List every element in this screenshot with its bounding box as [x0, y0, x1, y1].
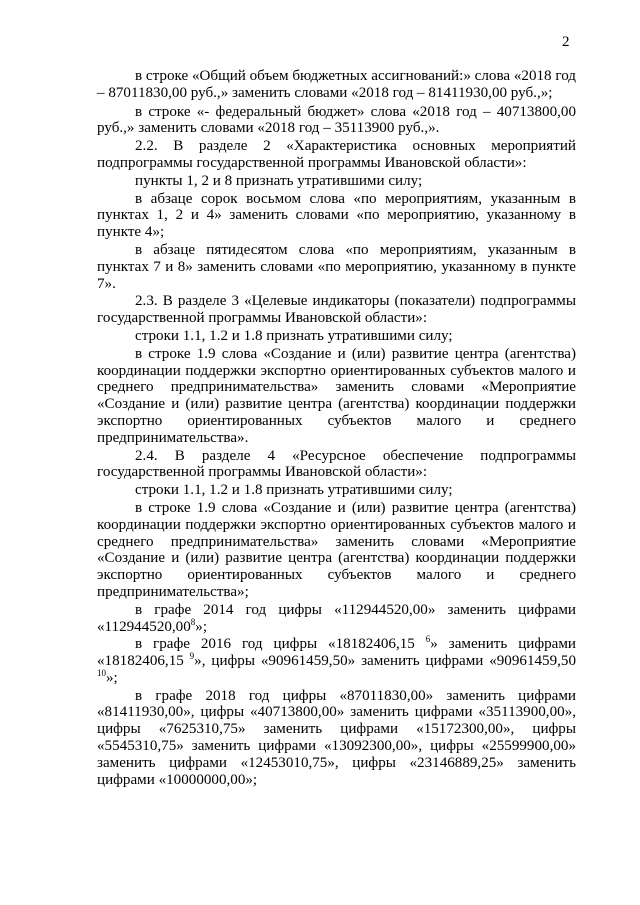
paragraph-8: строки 1.1, 1.2 и 1.8 признать утратившими силу; [135, 327, 453, 344]
footnote-mark-9: 9 [189, 651, 195, 662]
paragraph-14-text-d: »; [106, 669, 118, 686]
paragraph-3: 2.2. В разделе 2 «Характеристика основных мероприятий подпрограммы государственной программы Ивановской области»: [97, 138, 576, 171]
page-number: 2 [562, 34, 570, 50]
paragraph-13-text-a: в графе 2014 год цифры «112944520,00» заменить цифрами «112944520,00 [97, 601, 576, 635]
paragraph-14-text-b: » заменить цифрами «18182406,15 [97, 636, 577, 670]
paragraph-1: в строке «Общий объем бюджетных ассигнований:» слова «2018 год – 87011830,00 руб.,» заменить словами «2018 год – 81411930,00 руб.,»; [97, 68, 576, 101]
paragraph-2: в строке «- федеральный бюджет» слова «2018 год – 40713800,00 руб.,» заменить словами «2018 год – 35113900 руб.,». [97, 103, 576, 137]
paragraph-14 [97, 636, 576, 686]
footnote-mark-8: 8 [190, 616, 196, 627]
paragraph-11: строки 1.1, 1.2 и 1.8 признать утратившими силу; [135, 482, 453, 499]
paragraph-4: пункты 1, 2 и 8 признать утратившими силу; [135, 172, 423, 189]
document-body [97, 68, 576, 788]
paragraph-10: 2.4. В разделе 4 «Ресурсное обеспечение подпрограммы государственной программы Ивановской области»: [97, 447, 576, 481]
paragraph-13-text-b: »; [195, 618, 208, 635]
footnote-mark-10: 10 [97, 667, 106, 678]
paragraph-12: в строке 1.9 слова «Создание и (или) развитие центра (агентства) координации поддержки экспортно ориентированных субъектов малого и среднего предпринимательства» заменить словами «Мероприятие «Создание и (или) развитие центра (агентства) координации поддержки экспортно ориентированных субъектов малого и среднего предпринимательства»; [97, 499, 576, 600]
paragraph-15: в графе 2018 год цифры «87011830,00» заменить цифрами «81411930,00», цифры «40713800,00» заменить цифрами «35113900,00», цифры «7625310,75» заменить цифрами «15172300,00», цифры «5545310,75» заменить цифрами «13092300,00», цифры «25599900,00» заменить цифрами «12453010,75», цифры «23146889,25» заменить цифрами «10000000,00»; [97, 687, 576, 788]
paragraph-13 [97, 602, 576, 636]
paragraph-6: в абзаце пятидесятом слова «по мероприятиям, указанным в пунктах 7 и 8» заменить словами «по мероприятию, указанному в пункте 7». [97, 241, 576, 292]
paragraph-5: в абзаце сорок восьмом слова «по мероприятиям, указанным в пунктах 1, 2 и 4» заменить словами «по мероприятию, указанному в пункте 4»; [97, 190, 576, 241]
paragraph-14-text-c: », цифры «90961459,50» заменить цифрами «90961459,50 [194, 653, 576, 670]
paragraph-9: в строке 1.9 слова «Создание и (или) развитие центра (агентства) координации поддержки экспортно ориентированных субъектов малого и среднего предпринимательства» заменить словами «Мероприятие «Создание и (или) развитие центра (агентства) координации поддержки экспортно ориентированных субъектов малого и среднего предпринимательства». [97, 345, 576, 446]
paragraph-14-text-a: в графе 2016 год цифры «18182406,15 [135, 636, 426, 653]
paragraph-7: 2.3. В разделе 3 «Целевые индикаторы (показатели) подпрограммы государственной программы Ивановской области»: [97, 293, 576, 327]
footnote-mark-6: 6 [425, 634, 431, 645]
